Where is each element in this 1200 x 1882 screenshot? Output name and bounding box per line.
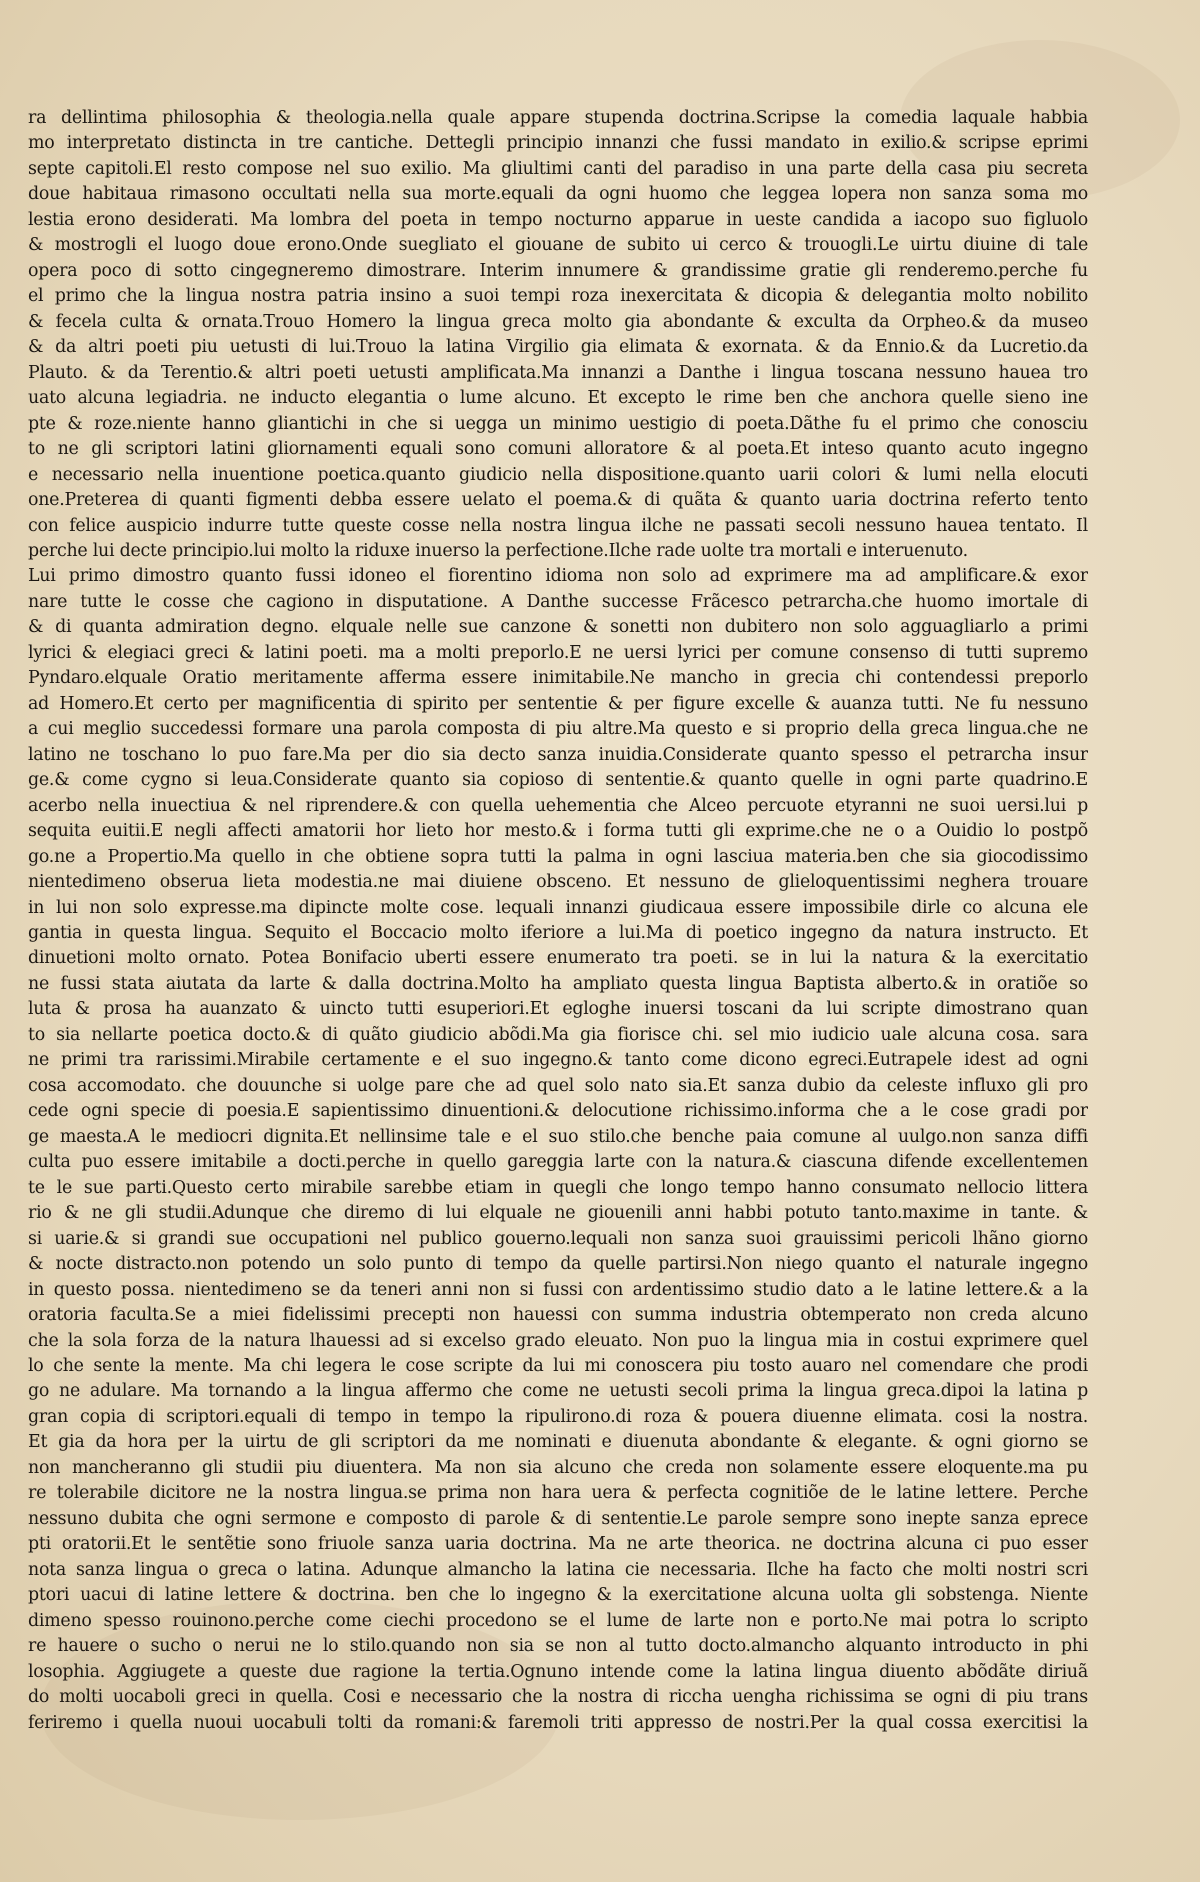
text-line: & di quanta admiration degno. elquale nelle sue canzone & sonetti non dubitero non solo agguagliarlo a primi (28, 617, 1088, 638)
text-line: go ne adulare. Ma tornando a la lingua affermo che come ne uetusti secoli prima la lingua greca.dipoi la latina p (28, 1381, 1088, 1402)
text-line: Plauto. & da Terentio.& altri poeti uetusti amplificata.Ma innanzi a Danthe i lingua toscana nessuno hauea tro (28, 362, 1088, 383)
text-line: sequita euitii.E negli affecti amatorii hor lieto hor mesto.& i forma tutti gli exprime.che ne o a Ouidio lo postpõ (28, 821, 1088, 842)
text-line: to ne gli scriptori latini gliornamenti equali sono comuni alloratore & al poeta.Et inteso quanto acuto ingegno (28, 439, 1088, 460)
text-line: Pyndaro.elquale Oratio meritamente afferma essere inimitabile.Ne mancho in grecia chi contendessi preporlo (28, 668, 1088, 689)
text-line: & nocte distracto.non potendo un solo punto di tempo da quelle partirsi.Non niego quanto el naturale ingegno (28, 1254, 1088, 1275)
text-line: culta puo essere imitabile a docti.perche in quello gareggia larte con la natura.& ciascuna difende excellentemen (28, 1152, 1088, 1173)
text-line: septe capitoli.El resto compose nel suo exilio. Ma gliultimi canti del paradiso in una parte della casa piu secreta (28, 158, 1088, 179)
text-line: perche lui decte principio.lui molto la riduxe inuerso la perfectione.Ilche rade uolte tra mortali e interuenuto. (28, 540, 968, 561)
text-line: latino ne toschano lo puo fare.Ma per dio sia decto sanza inuidia.Considerate quanto spesso el petrarcha insur (28, 744, 1088, 765)
text-line: losophia. Aggiugete a queste due ragione la tertia.Ognuno intende come la latina lingua diuento abõdãte diriuã (28, 1661, 1088, 1682)
text-line: opera poco di sotto cingegneremo dimostrare. Interim innumere & grandissime gratie gli renderemo.perche fu (28, 260, 1088, 281)
text-line: a cui meglio succedessi formare una parola composta di piu altre.Ma questo e si proprio della greca lingua.che ne (28, 719, 1088, 740)
text-line: rio & ne gli studii.Adunque che diremo di lui elquale ne giouenili anni habbi potuto tanto.maxime in tante. & (28, 1203, 1088, 1224)
text-line: lestia erono desiderati. Ma lombra del poeta in tempo nocturno apparue in ueste candida a iacopo suo figluolo (28, 209, 1088, 230)
text-line: che la sola forza de la natura lhauessi ad si excelso grado eleuato. Non puo la lingua mia in costui exprimere quel (28, 1330, 1088, 1351)
text-line: & mostrogli el luogo doue erono.Onde suegliato el giouane de subito ui cerco & trouogli.Le uirtu diuine di tale (28, 235, 1088, 256)
text-line: nientedimeno obserua lieta modestia.ne mai diuiene obsceno. Et nessuno de glieloquentissimi neghera trouare (28, 872, 1088, 893)
text-line: e necessario nella inuentione poetica.quanto giudicio nella dispositione.quanto uarii colori & lumi nella elocuti (28, 464, 1088, 485)
text-line: te le sue parti.Questo certo mirabile sarebbe etiam in quegli che longo tempo hanno consumato nellocio littera (28, 1177, 1088, 1198)
text-line: ad Homero.Et certo per magnificentia di spirito per sententie & per figure excelle & auanza tutti. Ne fu nessuno (28, 693, 1088, 714)
text-line: pti oratorii.Et le sentẽtie sono friuole sanza uaria doctrina. Ma ne arte theorica. ne doctrina alcuna ci puo esser (28, 1534, 1088, 1555)
text-line: Lui primo dimostro quanto fussi idoneo el fiorentino idioma non solo ad exprimere ma ad amplificare.& exor (28, 566, 1088, 587)
text-line: one.Preterea di quanti figmenti debba essere uelato el poema.& di quãta & quanto uaria doctrina referto tento (28, 490, 1088, 511)
text-line: lo che sente la mente. Ma chi legera le cose scripte da lui mi conoscera piu tosto auaro nel comendare che prodi (28, 1355, 1088, 1376)
text-line: in questo possa. nientedimeno se da teneri anni non si fussi con ardentissimo studio dato a le latine lettere.& a la (28, 1279, 1088, 1300)
body-text (28, 106, 1088, 1736)
text-line: pte & roze.niente hanno gliantichi in che si uegga un minimo uestigio di poeta.Dãthe fu el primo che conosciu (28, 413, 1088, 434)
text-line: uato alcuna legiadria. ne inducto elegantia o lume alcuno. Et excepto le rime ben che anchora quelle sieno ine (28, 388, 1088, 409)
text-line: doue habitaua rimasono occultati nella sua morte.equali da ogni huomo che leggea lopera non sanza soma mo (28, 184, 1088, 205)
text-line: luta & prosa ha auanzato & uincto tutti esuperiori.Et egloghe inuersi toscani da lui scripte dimostrano quan (28, 999, 1088, 1020)
text-line: gantia in questa lingua. Sequito el Boccacio molto iferiore a lui.Ma di poetico ingegno da natura instructo. Et (28, 923, 1088, 943)
text-line: ge.& come cygno si leua.Considerate quanto sia copioso di sententie.& quanto quelle in ogni parte quadrino.E (28, 770, 1088, 791)
text-line: nare tutte le cosse che cagiono in disputatione. A Danthe successe Frãcesco petrarcha.che huomo imortale di (28, 591, 1088, 612)
text-line: Et gia da hora per la uirtu de gli scriptori da me nominati e diuenuta abondante & elegante. & ogni giorno se (28, 1432, 1088, 1453)
text-line: non mancheranno gli studii piu diuentera. Ma non sia alcuno che creda non solamente essere eloquente.ma pu (28, 1457, 1088, 1478)
text-line: el primo che la lingua nostra patria insino a suoi tempi roza inexercitata & dicopia & delegantia molto nobilito (28, 286, 1088, 307)
text-line: mo interpretato distincta in tre cantiche. Dettegli principio innanzi che fussi mandato in exilio.& scripse eprimi (28, 133, 1088, 154)
text-line: nessuno dubita che ogni sermone e composto di parole & di sententie.Le parole sempre sono inepte sanza eprece (28, 1508, 1088, 1529)
text-line: cosa accomodato. che douunche si uolge pare che ad quel solo nato sia.Et sanza dubio da celeste influxo gli pro (28, 1075, 1088, 1096)
text-line: to sia nellarte poetica docto.& di quãto giudicio abõdi.Ma gia fiorisce chi. sel mio iudicio uale alcuna cosa. sara (28, 1024, 1088, 1045)
text-line: ptori uacui di latine lettere & doctrina. ben che lo ingegno & la exercitatione alcuna uolta gli sobstenga. Niente (28, 1585, 1088, 1606)
text-line: gran copia di scriptori.equali di tempo in tempo la ripulirono.di roza & pouera diuenne elimata. cosi la nostra. (28, 1406, 1088, 1427)
text-line: dinuetioni molto ornato. Potea Bonifacio uberti essere enumerato tra poeti. se in lui la natura & la exercitatio (28, 948, 1088, 969)
text-line: go.ne a Propertio.Ma quello in che obtiene sopra tutti la palma in ogni lasciua materia.ben che sia giocodissimo (28, 846, 1088, 867)
text-line: oratoria faculta.Se a miei fidelissimi precepti non hauessi con summa industria obtemperato non creda alcuno (28, 1305, 1088, 1326)
text-line: acerbo nella inuectiua & nel riprendere.& con quella uehementia che Alceo percuote etyranni ne suoi uersi.lui p (28, 795, 1088, 816)
text-line: ra dellintima philosophia & theologia.nella quale appare stupenda doctrina.Scripse la comedia laquale habbia (28, 108, 1088, 128)
text-line: re hauere o sucho o nerui ne lo stilo.quando non sia se non al tutto docto.almancho alquanto introducto in phi (28, 1636, 1088, 1657)
text-line: do molti uocaboli greci in quella. Cosi e necessario che la nostra di riccha uengha richissima se ogni di piu trans (28, 1687, 1088, 1708)
text-line: ge maesta.A le mediocri dignita.Et nellinsime tale e el suo stilo.che benche paia comune al uulgo.non sanza diffi (28, 1126, 1088, 1147)
text-line: con felice auspicio indurre tutte queste cosse nella nostra lingua ilche ne passati secoli nessuno hauea tentato. Il (28, 515, 1088, 536)
text-line: & da altri poeti piu uetusti di lui.Trouo la latina Virgilio gia elimata & exornata. & da Ennio.& da Lucretio.da (28, 337, 1088, 358)
text-line: ne fussi stata aiutata da larte & dalla doctrina.Molto ha ampliato questa lingua Baptista alberto.& in oratiõe so (28, 973, 1088, 994)
text-line: feriremo i quella nuoui uocabuli tolti da romani:& faremoli triti appresso de nostri.Per la qual cossa exercitisi la (28, 1712, 1088, 1733)
text-line: lyrici & elegiaci greci & latini poeti. ma a molti preporlo.E ne uersi lyrici per comune consenso di tutti supremo (28, 642, 1088, 663)
text-line: cede ogni specie di poesia.E sapientissimo dinuentioni.& delocutione richissimo.informa che a le cose gradi por (28, 1101, 1088, 1122)
text-line: ne primi tra rarissimi.Mirabile certamente e el suo ingegno.& tanto come dicono egreci.Eutrapele idest ad ogni (28, 1050, 1088, 1071)
text-line: si uarie.& si grandi sue occupationi nel publico gouerno.lequali non sanza suoi grauissimi pericoli lhãno giorno (28, 1228, 1088, 1249)
text-line: nota sanza lingua o greca o latina. Adunque almancho la latina cie necessaria. Ilche ha facto che molti nostri scri (28, 1559, 1088, 1580)
text-line: in lui non solo expresse.ma dipincte molte cose. lequali innanzi giudicaua essere impossibile dirle co alcuna ele (28, 897, 1088, 918)
text-line: dimeno spesso rouinono.perche come ciechi procedono se el lume de larte non e porto.Ne mai potra lo scripto (28, 1610, 1088, 1631)
text-line: re tolerabile dicitore ne la nostra lingua.se prima non hara uera & perfecta cognitiõe de le latine lettere. Perche (28, 1483, 1088, 1504)
text-line: & fecela culta & ornata.Trouo Homero la lingua greca molto gia abondante & exculta da Orpheo.& da museo (28, 311, 1088, 332)
